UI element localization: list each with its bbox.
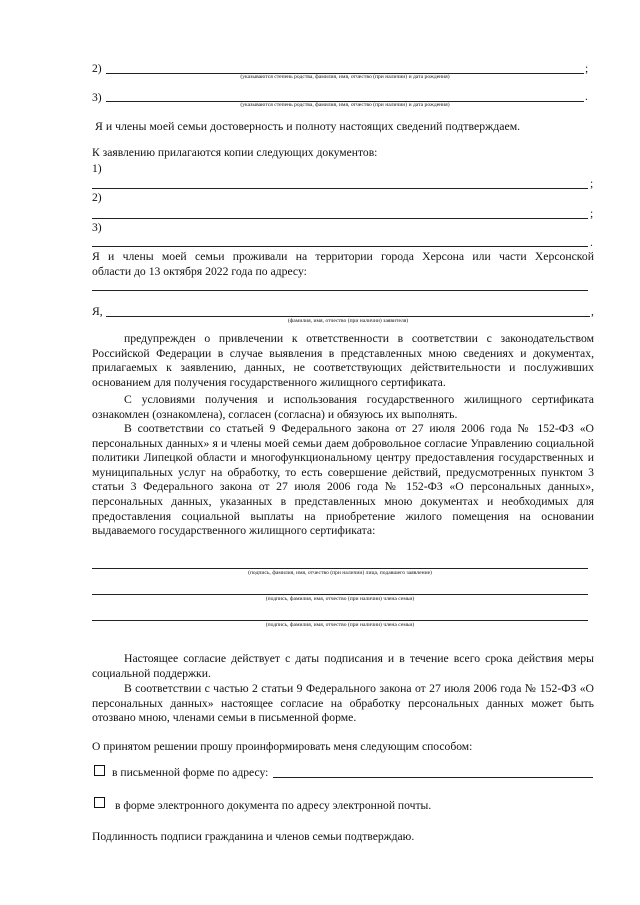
notify-title: О принятом решении прошу проинформировать меня следующим способом:	[92, 740, 473, 753]
attachment-item-2-number: 2)	[92, 191, 102, 204]
attachment-item-1-end: ;	[590, 177, 594, 190]
attachment-item-3-end: .	[590, 236, 593, 249]
validity-paragraph: Настоящее согласие действует с даты подписания и в течение всего срока действия меры социальной поддержки.	[92, 652, 594, 680]
signature-family-1-line[interactable]	[92, 594, 588, 595]
email-option-label: в форме электронного документа по адресу электронной почты.	[115, 799, 432, 812]
attachment-item-2-end: ;	[590, 207, 594, 220]
relative-item-3-caption: (указываются степень родства, фамилия, имя, отчество (при наличии) и дата рождения)	[240, 102, 450, 108]
email-option-checkbox[interactable]	[94, 797, 105, 808]
applicant-name-line[interactable]	[106, 316, 590, 317]
relative-item-3-number: 3)	[92, 91, 102, 104]
residence-address-line[interactable]	[92, 290, 588, 291]
relative-item-2-end: ;	[585, 62, 589, 75]
paper-option-label: в письменной форме по адресу:	[112, 766, 269, 779]
applicant-prefix: Я,	[92, 305, 103, 318]
attachment-item-2-line[interactable]	[92, 218, 588, 219]
relative-item-2-caption: (указываются степень родства, фамилия, имя, отчество (при наличии) и дата рождения)	[240, 74, 450, 80]
consent-paragraph: В соответствии со статьей 9 Федерального закона от 27 июля 2006 года № 152-ФЗ «О персональных данных» я и члены моей семьи даем добровольное согласие Управлению социальной политики Липецкой области и многофункциональному центру предоставления государственных и муниципальных услуг на обработку, то есть совершение действий, предусмотренных пунктом 3 статьи 3 Федерального закона от 27 июля 2006 года № 152-ФЗ «О персональных данных», персональных данных, указанных в представленных мною документах и необходимых для предоставления социальной выплаты на приобретение жилого помещения на основании выдаваемого государственного жилищного сертификата:	[92, 422, 594, 538]
residence-paragraph	[92, 250, 594, 279]
attachments-title: К заявлению прилагаются копии следующих документов:	[92, 146, 378, 159]
applicant-end: ,	[591, 305, 594, 318]
attachment-item-3-number: 3)	[92, 221, 102, 234]
residence-line-1: Я и члены моей семьи проживали на территории города Херсона или части Херсонской	[92, 250, 594, 263]
warned-paragraph: предупрежден о привлечении к ответственности в соответствии с законодательством Российской Федерации в случае выявления в представленных мною сведениях и документах, прилагаемых к заявлению, данных, не соответствующих действительности и послуживших основанием для получения государственного жилищного сертификата.	[92, 332, 594, 389]
relative-item-2-number: 2)	[92, 62, 102, 75]
applicant-caption: (фамилия, имя, отчество (при наличии) заявителя)	[287, 318, 409, 324]
confirm-text: Я и члены моей семьи достоверность и полноту настоящих сведений подтверждаем.	[95, 119, 521, 133]
signature-family-2-caption: (подпись, фамилия, имя, отчество (при наличии) члена семьи)	[265, 622, 415, 628]
conditions-paragraph: С условиями получения и использования государственного жилищного сертификата ознакомлен (ознакомлена), согласен (согласна) и обязуюсь их выполнять.	[92, 393, 594, 421]
signature-family-2-line[interactable]	[92, 620, 588, 621]
signature-applicant-line[interactable]	[92, 568, 588, 569]
paper-option-checkbox[interactable]	[94, 765, 105, 776]
attachment-item-1-number: 1)	[92, 162, 102, 175]
signature-applicant-caption: (подпись, фамилия, имя, отчество (при наличии) лица, подавшего заявление)	[248, 570, 432, 576]
paper-address-line[interactable]	[273, 777, 593, 778]
relative-item-3-end: .	[585, 90, 588, 103]
residence-line-2: области до 13 октября 2022 года по адресу:	[92, 264, 307, 278]
attachment-item-1-line[interactable]	[92, 188, 588, 189]
attachment-item-3-line[interactable]	[92, 246, 588, 247]
revocation-paragraph: В соответствии с частью 2 статьи 9 Федерального закона от 27 июля 2006 года № 152-ФЗ «О персональных данных» настоящее согласие на обработку персональных данных может быть отозвано мною, членами семьи в письменной форме.	[92, 682, 594, 725]
signature-family-1-caption: (подпись, фамилия, имя, отчество (при наличии) члена семьи)	[265, 596, 415, 602]
footer-text: Подлинность подписи гражданина и членов семьи подтверждаю.	[92, 830, 415, 843]
